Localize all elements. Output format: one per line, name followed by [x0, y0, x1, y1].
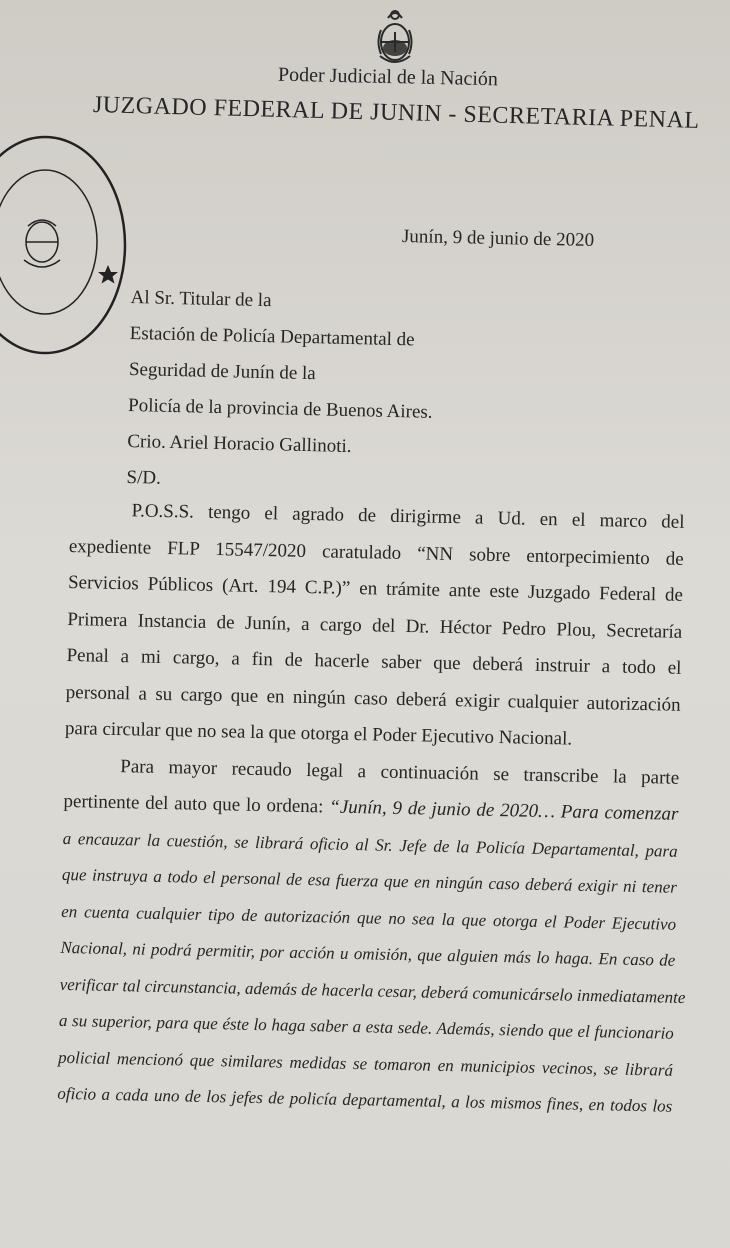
- court-seal-stamp: [0, 130, 133, 360]
- body-line: Penal a mi cargo, a fin de hacerle saber que deberá instruir a todo el: [66, 644, 682, 679]
- quoted-text: “Junín, 9 de junio de 2020… Para comenzar: [329, 796, 679, 825]
- addressee-line: Crio. Ariel Horacio Gallinoti.: [127, 430, 352, 458]
- body-line: expediente FLP 15547/2020 caratulado “NN sobre entorpecimiento de: [68, 535, 684, 570]
- institution-heading: Poder Judicial de la Nación: [277, 63, 499, 91]
- quoted-line: a encauzar la cuestión, se librará oficio al Sr. Jefe de la Policía Departamental, para: [62, 828, 678, 861]
- body-line: Para mayor recaudo legal a continuación se transcribe la parte: [120, 755, 680, 789]
- addressee-line: S/D.: [126, 466, 162, 489]
- quoted-line: Nacional, ni podrá permitir, por acción u omisión, que alguien más lo haga. En caso de: [60, 937, 676, 970]
- quoted-line: oficio a cada uno de los jefes de policía departamental, a los mismos fines, en todos los: [57, 1083, 673, 1116]
- quoted-line: que instruya a todo el personal de esa fuerza que en ningún caso deberá exigir ni tener: [61, 864, 678, 897]
- quoted-line: a su superior, para que éste lo haga saber a esta sede. Además, siendo que el funcionario: [58, 1010, 674, 1043]
- court-heading: JUZGADO FEDERAL DE JUNIN - SECRETARIA PENAL: [92, 92, 700, 134]
- addressee-line: Policía de la provincia de Buenos Aires.: [127, 394, 433, 423]
- quoted-line: en cuenta cualquier tipo de autorización que no sea la que otorga el Poder Ejecutivo: [61, 901, 677, 934]
- body-text: pertinente del auto que lo ordena:: [63, 790, 330, 818]
- body-line: para circular que no sea la que otorga el Poder Ejecutivo Nacional.: [64, 717, 573, 750]
- body-line: Servicios Públicos (Art. 194 C.P.)” en trámite ante este Juzgado Federal de: [67, 571, 684, 606]
- national-coat-of-arms-icon: [372, 6, 418, 66]
- document-date: Junín, 9 de junio de 2020: [401, 225, 595, 252]
- addressee-line: Estación de Policía Departamental de: [129, 322, 415, 351]
- quoted-line: policial mencionó que similares medidas se tomaron en municipios vecinos, se librará: [57, 1047, 674, 1080]
- quoted-line: verificar tal circunstancia, además de hacerla cesar, deberá comunicárselo inmediatamente: [59, 974, 686, 1007]
- letter-body: [57, 492, 685, 1125]
- addressee-line: Seguridad de Junín de la: [128, 358, 316, 385]
- addressee-block: [126, 280, 435, 503]
- body-line: P.O.S.S. tengo el agrado de dirigirme a Ud. en el marco del: [131, 500, 685, 533]
- body-line: Primera Instancia de Junín, a cargo del Dr. Héctor Pedro Plou, Secretaría: [67, 608, 683, 643]
- body-line: personal a su cargo que en ningún caso deberá exigir cualquier autorización: [65, 681, 681, 716]
- addressee-line: Al Sr. Titular de la: [130, 286, 272, 312]
